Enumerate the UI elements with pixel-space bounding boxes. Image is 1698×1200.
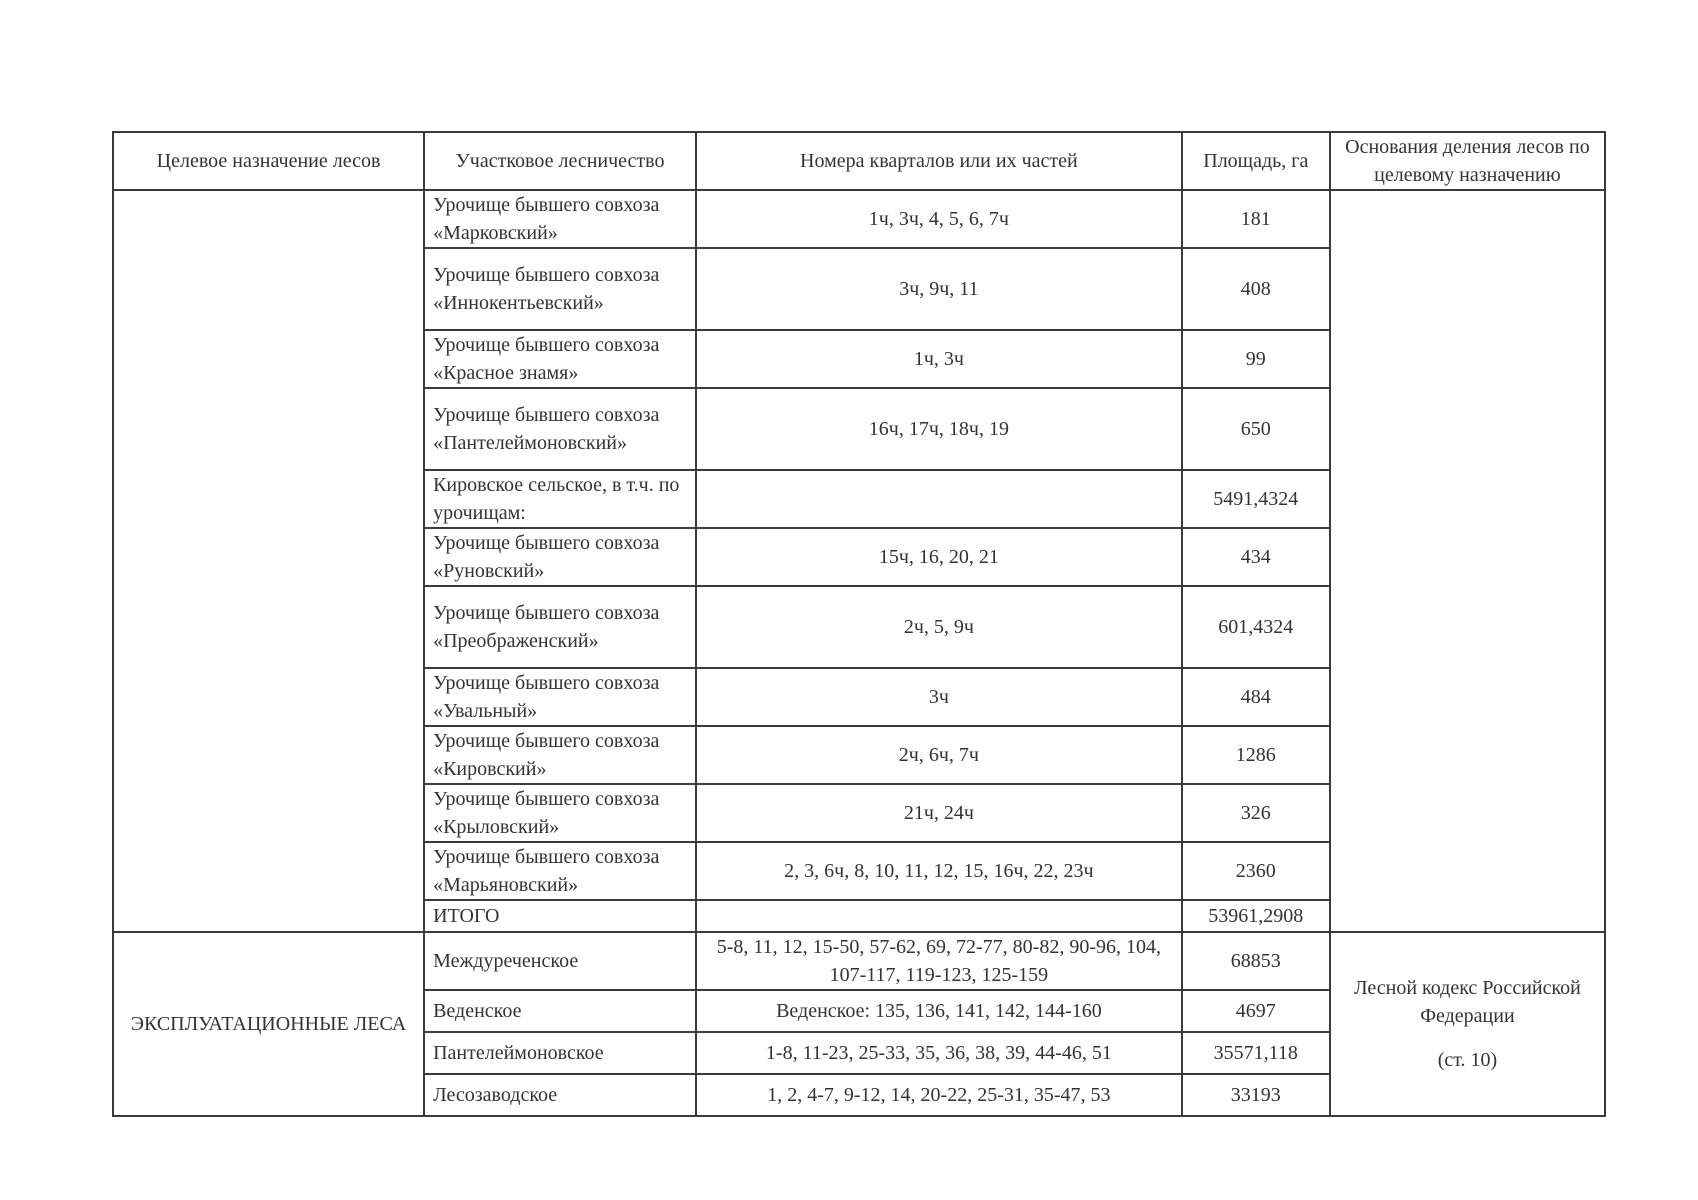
quarters-cell: 3ч: [696, 668, 1182, 726]
header-area: Площадь, га: [1182, 132, 1330, 190]
district-cell: Междуреченское: [424, 932, 696, 990]
quarters-cell: 2ч, 6ч, 7ч: [696, 726, 1182, 784]
quarters-cell: 1, 2, 4-7, 9-12, 14, 20-22, 25-31, 35-47, 53: [696, 1074, 1182, 1116]
area-cell: 650: [1182, 388, 1330, 470]
header-quarters: Номера кварталов или их частей: [696, 132, 1182, 190]
area-cell: 484: [1182, 668, 1330, 726]
district-cell: Урочище бывшего совхоза «Кировский»: [424, 726, 696, 784]
district-cell: Урочище бывшего совхоза «Марковский»: [424, 190, 696, 248]
quarters-cell: 2ч, 5, 9ч: [696, 586, 1182, 668]
forest-purpose-table: [112, 131, 1606, 1117]
area-cell-total: 53961,2908: [1182, 900, 1330, 932]
basis-cell-previous: [1330, 190, 1605, 932]
district-cell: Урочище бывшего совхоза «Пантелеймоновский»: [424, 388, 696, 470]
quarters-cell: Веденское: 135, 136, 141, 142, 144-160: [696, 990, 1182, 1032]
district-cell: Урочище бывшего совхоза «Марьяновский»: [424, 842, 696, 900]
quarters-cell: 1ч, 3ч, 4, 5, 6, 7ч: [696, 190, 1182, 248]
quarters-cell: 1ч, 3ч: [696, 330, 1182, 388]
basis-law-name: Лесной кодекс Российской Федерации: [1353, 977, 1581, 1027]
header-district: Участковое лесничество: [424, 132, 696, 190]
district-cell: Урочище бывшего совхоза «Руновский»: [424, 528, 696, 586]
district-cell: Пантелеймоновское: [424, 1032, 696, 1074]
district-cell: Урочище бывшего совхоза «Красное знамя»: [424, 330, 696, 388]
quarters-cell: 21ч, 24ч: [696, 784, 1182, 842]
area-cell: 99: [1182, 330, 1330, 388]
district-cell: Урочище бывшего совхоза «Крыловский»: [424, 784, 696, 842]
area-cell: 1286: [1182, 726, 1330, 784]
quarters-cell: [696, 900, 1182, 932]
district-cell: Лесозаводское: [424, 1074, 696, 1116]
area-cell: 181: [1182, 190, 1330, 248]
quarters-cell: 5-8, 11, 12, 15-50, 57-62, 69, 72-77, 80-82, 90-96, 104, 107-117, 119-123, 125-159: [696, 932, 1182, 990]
quarters-cell: [696, 470, 1182, 528]
quarters-cell: 16ч, 17ч, 18ч, 19: [696, 388, 1182, 470]
purpose-cell-previous: [113, 190, 424, 932]
quarters-cell: 1-8, 11-23, 25-33, 35, 36, 38, 39, 44-46, 51: [696, 1032, 1182, 1074]
header-purpose: Целевое назначение лесов: [113, 132, 424, 190]
table-row: [113, 190, 1605, 248]
district-cell: Урочище бывшего совхоза «Иннокентьевский»: [424, 248, 696, 330]
area-cell: 33193: [1182, 1074, 1330, 1116]
area-cell: 434: [1182, 528, 1330, 586]
basis-law-article: (ст. 10): [1437, 1049, 1498, 1071]
table-row: [113, 932, 1605, 990]
quarters-cell: 15ч, 16, 20, 21: [696, 528, 1182, 586]
area-cell: 5491,4324: [1182, 470, 1330, 528]
district-cell: Веденское: [424, 990, 696, 1032]
area-cell: 35571,118: [1182, 1032, 1330, 1074]
district-cell: Урочище бывшего совхоза «Преображенский»: [424, 586, 696, 668]
quarters-cell: 2, 3, 6ч, 8, 10, 11, 12, 15, 16ч, 22, 23ч: [696, 842, 1182, 900]
area-cell: 68853: [1182, 932, 1330, 990]
purpose-cell-exploitation: ЭКСПЛУАТАЦИОННЫЕ ЛЕСА: [113, 932, 424, 1116]
area-cell: 4697: [1182, 990, 1330, 1032]
table-header-row: [113, 132, 1605, 190]
area-cell: 326: [1182, 784, 1330, 842]
district-cell-total: ИТОГО: [424, 900, 696, 932]
district-cell: Кировское сельское, в т.ч. по урочищам:: [424, 470, 696, 528]
quarters-cell: 3ч, 9ч, 11: [696, 248, 1182, 330]
area-cell: 408: [1182, 248, 1330, 330]
basis-cell-exploitation: [1330, 932, 1605, 1116]
area-cell: 2360: [1182, 842, 1330, 900]
header-basis: Основания деления лесов по целевому назначению: [1330, 132, 1605, 190]
area-cell: 601,4324: [1182, 586, 1330, 668]
district-cell: Урочище бывшего совхоза «Увальный»: [424, 668, 696, 726]
